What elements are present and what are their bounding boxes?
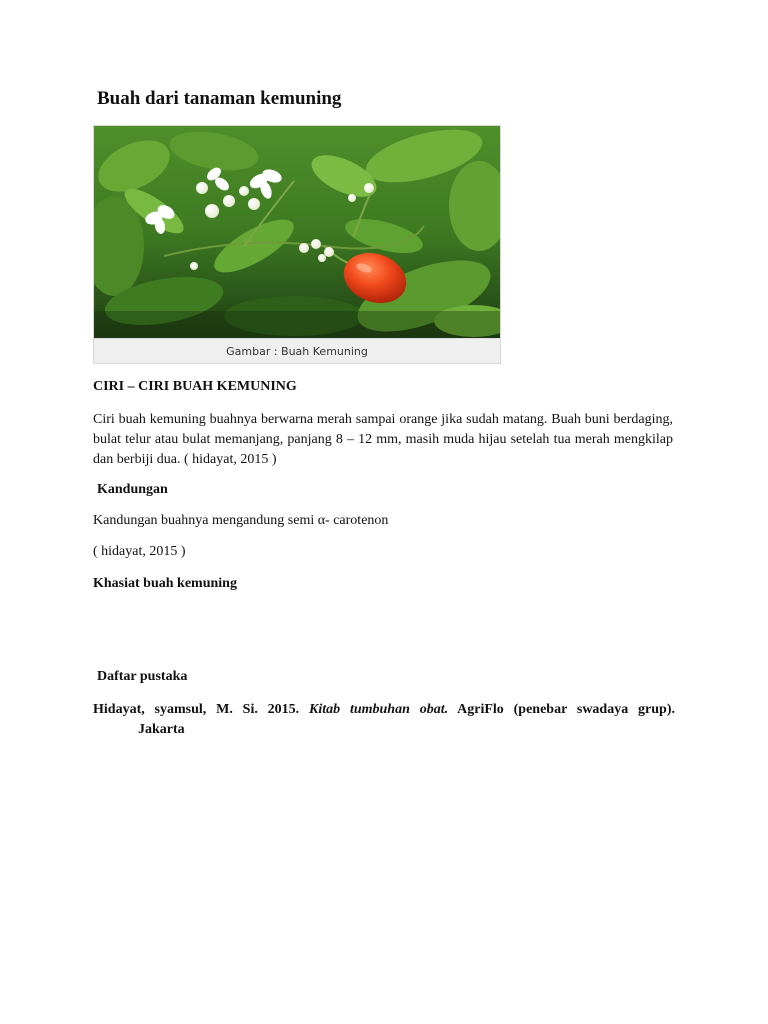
reference-entry: [93, 700, 675, 740]
section-heading-khasiat: Khasiat buah kemuning: [93, 576, 237, 591]
ciri-paragraph: Ciri buah kemuning buahnya berwarna merah sampai orange jika sudah matang. Buah buni berdaging, bulat telur atau bulat memanjang, panjang 8 – 12 mm, masih muda hijau setelah tua merah mengkilap dan berbiji dua. ( hidayat, 2015 ): [93, 412, 673, 467]
kemuning-fruit-photo: [94, 126, 500, 338]
references-heading: Daftar pustaka: [97, 669, 188, 684]
reference-authors-year: Hidayat, syamsul, M. Si. 2015.: [93, 702, 300, 717]
section-heading-ciri: CIRI – CIRI BUAH KEMUNING: [93, 379, 297, 394]
kemuning-fruit-figure: [93, 125, 501, 364]
page-title: Buah dari tanaman kemuning: [97, 88, 342, 109]
reference-city: Jakarta: [138, 722, 185, 737]
figure-caption: Gambar : Buah Kemuning: [94, 338, 500, 364]
kandungan-paragraph: Kandungan buahnya mengandung semi α- carotenon: [93, 513, 389, 528]
reference-book-title: Kitab tumbuhan obat.: [309, 702, 449, 717]
section-heading-kandungan: Kandungan: [97, 482, 168, 497]
reference-publisher: AgriFlo (penebar swadaya grup).: [457, 702, 675, 717]
kandungan-citation: ( hidayat, 2015 ): [93, 544, 186, 559]
reference-entry-line1: [93, 700, 675, 720]
